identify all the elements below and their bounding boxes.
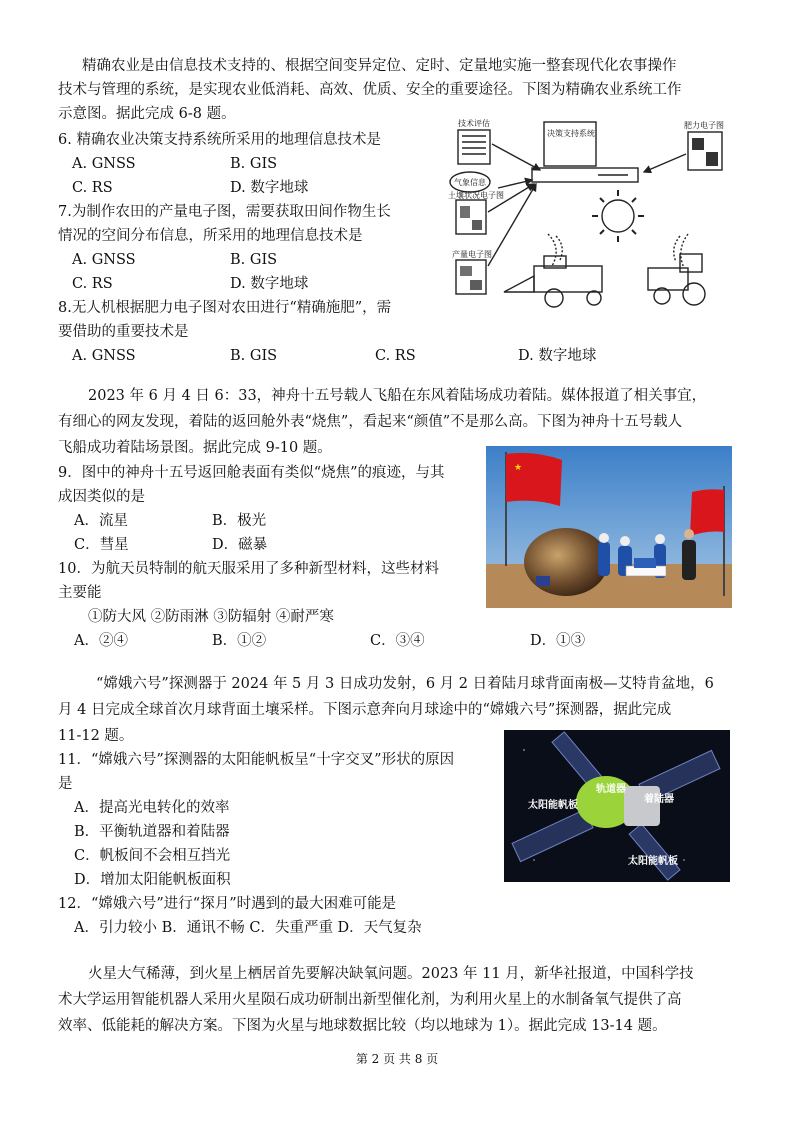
q12-stem: 12．“嫦娥六号”进行“探月”时遇到的最大困难可能是 <box>58 896 397 912</box>
intro4-line3: 效率、低能耗的解决方案。下图为火星与地球数据比较（均以地球为 1）。据此完成 13-14 题。 <box>58 1018 667 1034</box>
q10-stem-1: 10．为航天员特制的航天服采用了多种新型材料，这些材料 <box>58 561 439 577</box>
change6-probe-image <box>504 730 730 882</box>
intro4-line2: 术大学运用智能机器人采用火星陨石成功研制出新型催化剂，为利用火星上的水制备氧气提供了高 <box>58 992 682 1008</box>
q10-option-d: D．①③ <box>530 633 586 649</box>
q6-stem: 6. 精确农业决策支持系统所采用的地理信息技术是 <box>58 132 381 148</box>
q8-option-c: C. RS <box>375 348 416 364</box>
q8-option-a: A. GNSS <box>72 348 136 364</box>
q7-option-b: B. GIS <box>230 252 278 268</box>
q9-option-c: C．彗星 <box>74 537 129 553</box>
q6-option-b: B. GIS <box>230 156 278 172</box>
q8-stem-2: 要借助的重要技术是 <box>58 324 189 340</box>
intro2-line2: 有细心的网友发现，着陆的返回舱外表“烧焦”，看起来“颜值”不是那么高。下图为神舟十五号载人 <box>58 414 683 430</box>
precision-agriculture-diagram <box>448 116 748 312</box>
q10-option-c: C．③④ <box>370 633 425 649</box>
q8-stem-1: 8.无人机根据肥力电子图对农田进行“精确施肥”，需 <box>58 300 392 316</box>
q6-option-c: C. RS <box>72 180 113 196</box>
q7-option-d: D. 数字地球 <box>230 276 309 292</box>
q10-stem-2: 主要能 <box>58 585 102 601</box>
label-weather-info: 气象信息 <box>454 178 486 187</box>
label-soil-map: 土壤状况电子图 <box>448 191 504 200</box>
label-fertility-map: 肥力电子图 <box>684 121 724 130</box>
intro3-line1: “嫦娥六号”探测器于 2024 年 5 月 3 日成功发射，6 月 2 日着陆月球背面南极—艾特肯盆地，6 <box>96 676 714 692</box>
intro1-line1: 精确农业是由信息技术支持的、根据空间变异定位、定时、定量地实施一整套现代化农事操作 <box>82 58 677 74</box>
q6-option-a: A. GNSS <box>72 156 136 172</box>
q11-option-d: D．增加太阳能帆板面积 <box>74 872 231 888</box>
svg-text:★: ★ <box>514 463 523 473</box>
label-solar-panel-left: 太阳能帆板 <box>528 800 578 811</box>
q7-option-a: A. GNSS <box>72 252 136 268</box>
q7-option-c: C. RS <box>72 276 113 292</box>
q8-option-b: B. GIS <box>230 348 278 364</box>
q8-option-d: D. 数字地球 <box>518 348 597 364</box>
q11-option-c: C．帆板间不会相互挡光 <box>74 848 231 864</box>
q11-stem-2: 是 <box>58 776 73 792</box>
label-orbiter: 轨道器 <box>596 784 626 795</box>
q10-option-b: B．①② <box>212 633 267 649</box>
q9-option-d: D．磁暴 <box>212 537 268 553</box>
intro1-line2: 技术与管理的系统，是实现农业低消耗、高效、优质、安全的重要途径。下图为精确农业系统工作 <box>58 82 682 98</box>
q11-option-a: A．提高光电转化的效率 <box>74 800 230 816</box>
intro1-line3: 示意图。据此完成 6-8 题。 <box>58 106 236 122</box>
intro3-line2: 月 4 日完成全球首次月球背面土壤采样。下图示意奔向月球途中的“嫦娥六号”探测器，据此完成 <box>58 702 672 718</box>
q9-stem-1: 9．图中的神舟十五号返回舱表面有类似“烧焦”的痕迹，与其 <box>58 465 445 481</box>
q9-option-b: B．极光 <box>212 513 267 529</box>
label-lander: 着陆器 <box>644 794 674 805</box>
q6-option-d: D. 数字地球 <box>230 180 309 196</box>
intro2-line1: 2023 年 6 月 4 日 6：33，神舟十五号载人飞船在东风着陆场成功着陆。媒体报道了相关事宜， <box>88 388 707 404</box>
label-tech-eval: 技术评估 <box>458 119 490 128</box>
label-decision-system: 决策支持系统 <box>547 129 595 138</box>
q11-stem-1: 11．“嫦娥六号”探测器的太阳能帆板呈“十字交叉”形状的原因 <box>58 752 455 768</box>
intro4-line1: 火星大气稀薄，到火星上栖居首先要解决缺氧问题。2023 年 11 月，新华社报道，中国科学技 <box>88 966 694 982</box>
intro3-line3: 11-12 题。 <box>58 728 134 744</box>
label-solar-panel-right: 太阳能帆板 <box>628 856 678 867</box>
shenzhou-landing-photo <box>486 446 732 608</box>
q7-stem-2: 情况的空间分布信息，所采用的地理信息技术是 <box>58 228 363 244</box>
q10-items: ①防大风 ②防雨淋 ③防辐射 ④耐严寒 <box>88 609 334 625</box>
q7-stem-1: 7.为制作农田的产量电子图，需要获取田间作物生长 <box>58 204 391 220</box>
q12-options: A．引力较小 B．通讯不畅 C．失重严重 D．天气复杂 <box>74 920 422 936</box>
q9-option-a: A．流星 <box>74 513 128 529</box>
page-footer: 第 2 页 共 8 页 <box>355 1052 439 1066</box>
q9-stem-2: 成因类似的是 <box>58 489 145 505</box>
intro2-line3: 飞船成功着陆场景图。据此完成 9-10 题。 <box>58 440 332 456</box>
q10-option-a: A．②④ <box>74 633 128 649</box>
q11-option-b: B．平衡轨道器和着陆器 <box>74 824 230 840</box>
label-yield-map: 产量电子图 <box>452 250 492 259</box>
